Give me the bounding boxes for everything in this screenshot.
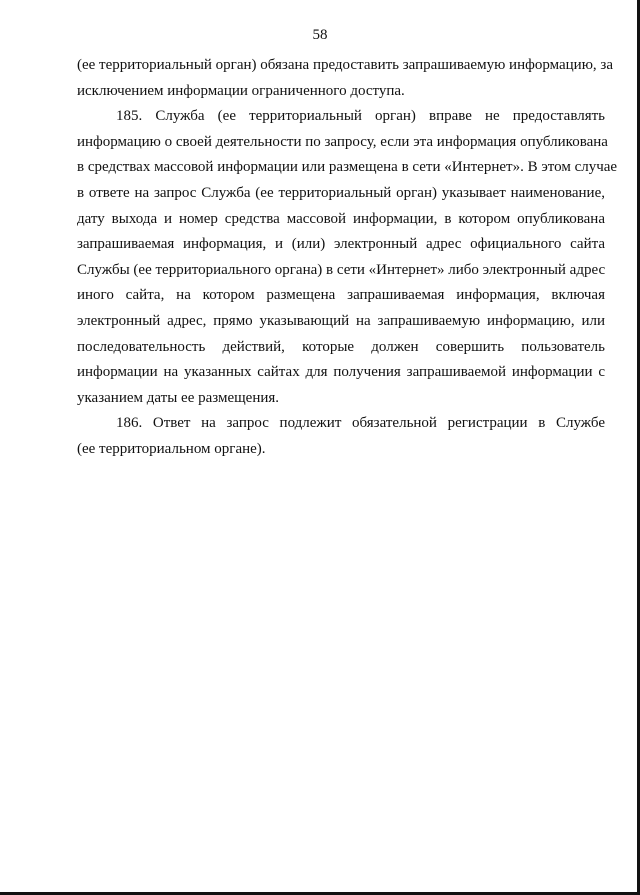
page-number: 58 (312, 27, 328, 43)
text-line: исключением информации ограниченного доступа. (77, 82, 405, 99)
document-body (77, 53, 618, 463)
text-line: дату выхода и номер средства массовой информации, в котором опубликована (77, 210, 605, 227)
text-line: иного сайта, на котором размещена запрашиваемая информация, включая (77, 287, 605, 304)
text-line: указанием даты ее размещения. (77, 389, 280, 406)
text-line: запрашиваемая информация, и (или) электронный адрес официального сайта (77, 236, 605, 253)
text-line: (ее территориальный орган) обязана предоставить запрашиваемую информацию, за (77, 57, 613, 73)
text-line: информации на указанных сайтах для получения запрашиваемой информации с (77, 364, 605, 381)
text-line: (ее территориальном органе). (77, 440, 266, 457)
text-line: последовательность действий, которые должен совершить пользователь (77, 338, 605, 355)
paragraph-185 (77, 104, 618, 411)
text-line: в ответе на запрос Служба (ее территориальный орган) указывает наименование, (77, 184, 605, 201)
text-line: 185. Служба (ее территориальный орган) вправе не предоставлять (116, 108, 605, 125)
paragraph-continuation (77, 53, 613, 104)
text-line: электронный адрес, прямо указывающий на запрашиваемую информацию, или (77, 312, 605, 329)
text-line: информацию о своей деятельности по запросу, если эта информация опубликована (77, 133, 608, 150)
paragraph-186 (77, 411, 605, 462)
text-line: в средствах массовой информации или размещена в сети «Интернет». В этом случае (77, 159, 618, 176)
text-line: 186. Ответ на запрос подлежит обязательной регистрации в Службе (116, 415, 605, 432)
text-line: Службы (ее территориального органа) в сети «Интернет» либо электронный адрес (77, 261, 606, 278)
